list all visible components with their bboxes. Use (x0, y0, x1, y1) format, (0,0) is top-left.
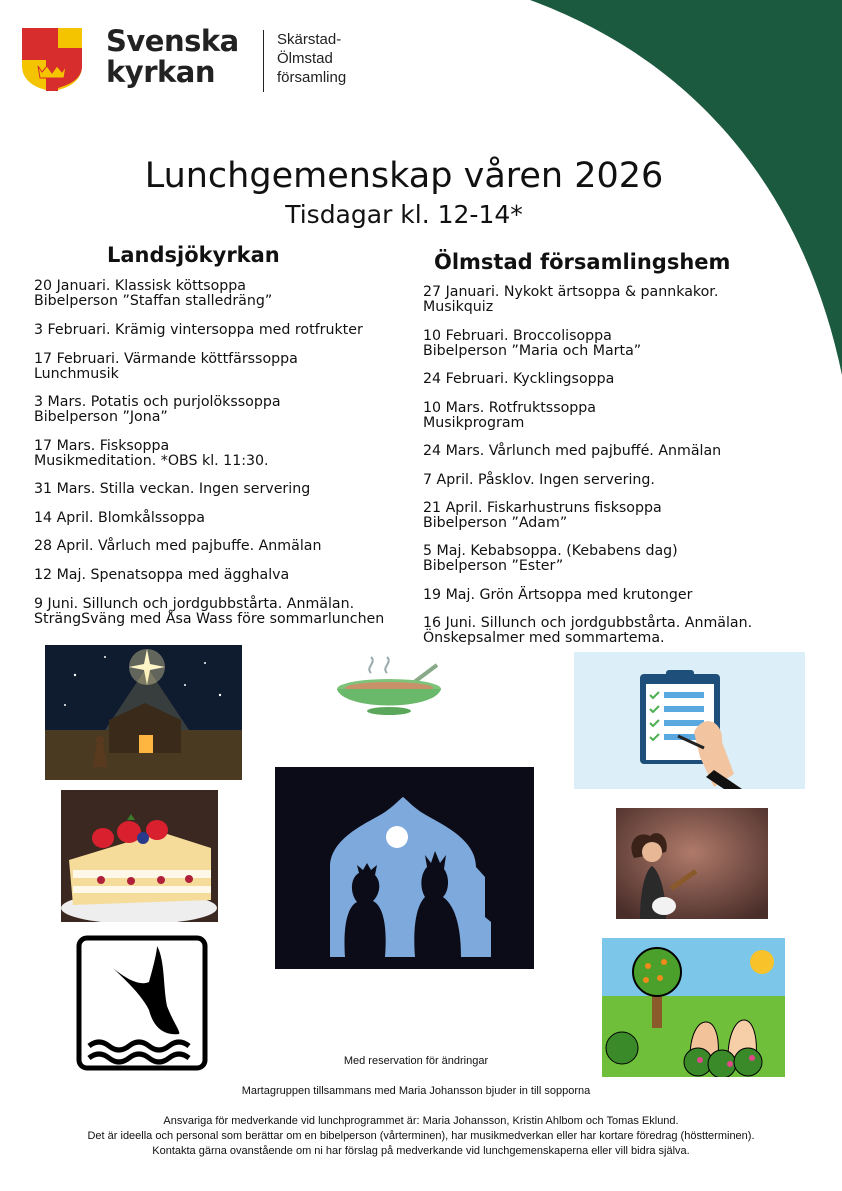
schedule-item (423, 401, 596, 431)
schedule-item (34, 539, 321, 554)
reservation-note: Med reservation för ändringar (343, 1055, 489, 1067)
schedule-item-detail: Bibelperson ”Jona” (34, 409, 168, 425)
schedule-item-title: 16 Juni. Sillunch och jordgubbstårta. Anmälan. (423, 615, 753, 631)
schedule-item-title: 27 Januari. Nykokt ärtsoppa & pannkakor. (423, 284, 719, 300)
schedule-item-detail: Bibelperson ”Staffan stalledräng” (34, 293, 273, 309)
schedule-item-title: 7 April. Påsklov. Ingen servering. (423, 472, 655, 488)
schedule-item-detail: Musikprogram (423, 415, 525, 431)
left-schedule-list (34, 279, 414, 639)
schedule-item (34, 597, 384, 627)
schedule-item-detail: SträngSväng med Åsa Wass före sommarlunchen (34, 611, 385, 627)
schedule-item (423, 329, 641, 359)
schedule-item (34, 279, 272, 309)
clipboard-checklist-image (574, 652, 805, 789)
schedule-item (423, 616, 752, 646)
schedule-item-detail: Bibelperson ”Maria och Marta” (423, 343, 642, 359)
church-shield-crown-icon (20, 26, 84, 92)
schedule-item-title: 24 Mars. Vårlunch med pajbuffé. Anmälan (423, 443, 722, 459)
schedule-item-title: 3 Mars. Potatis och purjolökssoppa (34, 394, 281, 410)
schedule-item-detail: Musikmeditation. *OBS kl. 11:30. (34, 453, 269, 469)
schedule-item (34, 323, 363, 338)
schedule-item-title: 31 Mars. Stilla veckan. Ingen servering (34, 481, 311, 497)
schedule-item (423, 444, 721, 459)
schedule-item (34, 482, 310, 497)
schedule-item (423, 588, 692, 603)
schedule-item-title: 17 Februari. Värmande köttfärssoppa (34, 351, 298, 367)
schedule-item-title: 20 Januari. Klassisk köttsoppa (34, 278, 246, 294)
page-subtitle: Tisdagar kl. 12-14* (285, 200, 523, 229)
schedule-item-title: 14 April. Blomkålssoppa (34, 510, 205, 526)
schedule-item (34, 568, 289, 583)
schedule-item (34, 395, 281, 425)
schedule-item-title: 28 April. Vårluch med pajbuffe. Anmälan (34, 538, 322, 554)
schedule-item-detail: Bibelperson ”Ester” (423, 558, 564, 574)
queen-king-silhouette-image (275, 767, 534, 969)
right-column-heading: Ölmstad församlingshem (434, 250, 731, 274)
schedule-item-title: 10 Februari. Broccolisoppa (423, 328, 612, 344)
nativity-star-barn-image (45, 645, 242, 780)
soup-bowl-image (333, 655, 445, 717)
right-schedule-list (423, 285, 803, 645)
schedule-item (423, 544, 678, 574)
ukulele-woman-image (616, 808, 768, 919)
schedule-item-title: 24 Februari. Kycklingsoppa (423, 371, 615, 387)
schedule-item-title: 12 Maj. Spenatsoppa med ägghalva (34, 567, 290, 583)
schedule-item-title: 3 Februari. Krämig vintersoppa med rotfrukter (34, 322, 363, 338)
parish-name: Skärstad- Ölmstad församling (277, 31, 347, 86)
schedule-item (423, 473, 655, 488)
schedule-item (34, 511, 205, 526)
brand-name: Svenska kyrkan (106, 24, 239, 89)
schedule-item-title: 21 April. Fiskarhustruns fisksoppa (423, 500, 662, 516)
schedule-item-title: 9 Juni. Sillunch och jordgubbstårta. Anmälan. (34, 596, 355, 612)
hosts-note: Martagruppen tillsammans med Maria Johansson bjuder in till sopporna (241, 1085, 591, 1097)
schedule-item-detail: Lunchmusik (34, 366, 119, 382)
schedule-item-title: 5 Maj. Kebabsoppa. (Kebabens dag) (423, 543, 678, 559)
schedule-item (423, 501, 662, 531)
schedule-item-detail: Musikquiz (423, 299, 494, 315)
schedule-item (34, 439, 269, 469)
schedule-item (34, 352, 298, 382)
page-title: Lunchgemenskap våren 2026 (144, 156, 664, 196)
schedule-item (423, 285, 718, 315)
adam-eve-garden-image (602, 938, 785, 1077)
schedule-item-title: 17 Mars. Fisksoppa (34, 438, 170, 454)
logo-divider (263, 30, 264, 92)
schedule-item-title: 19 Maj. Grön Ärtsoppa med krutonger (423, 587, 693, 603)
whale-tail-sign-image (75, 934, 209, 1072)
strawberry-cake-image (61, 790, 218, 922)
left-column-heading: Landsjökyrkan (107, 243, 280, 267)
schedule-item (423, 372, 614, 387)
schedule-item-detail: Önskepsalmer med sommartema. (423, 630, 665, 646)
schedule-item-title: 10 Mars. Rotfruktssoppa (423, 400, 596, 416)
schedule-item-detail: Bibelperson ”Adam” (423, 515, 568, 531)
footer-note: Ansvariga för medverkande vid lunchprogrammet är: Maria Johansson, Kristin Ahlbom och Tomas Eklund. Det är ideella och personal som berättar om en bibelperson (vårterminen), har musikmedverkan eller har kortare föredrag (höstterminen). Kontakta gärna ovanstående om ni har förslag på medverkande vid lunchgemenskaperna eller vill bidra själva. (87, 1115, 755, 1157)
